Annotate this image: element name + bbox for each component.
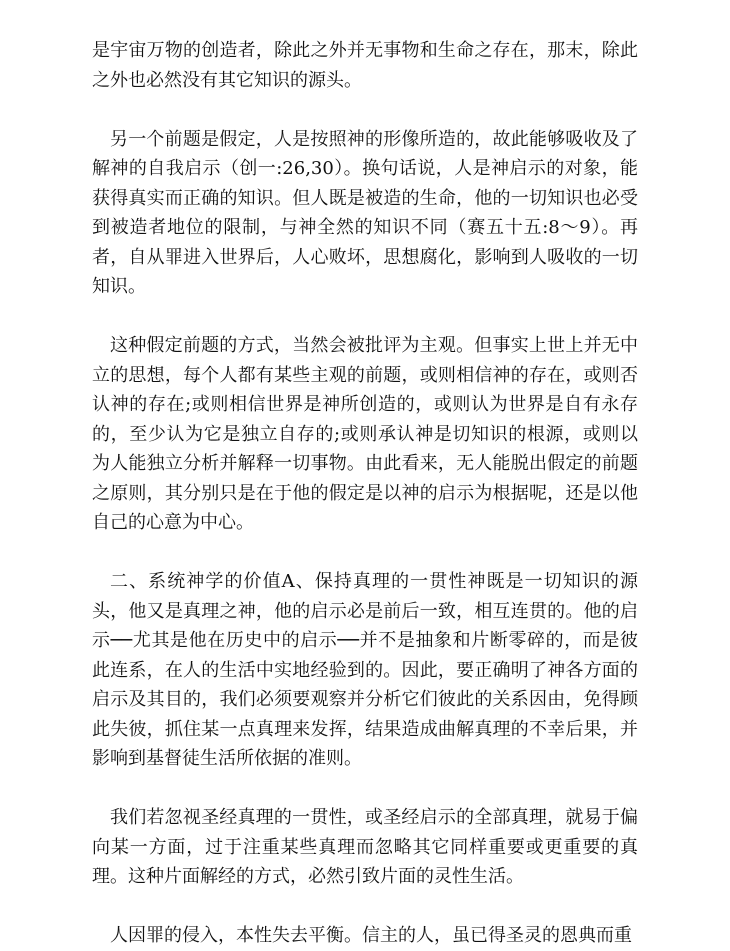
paragraph-consistency: 我们若忽视圣经真理的一贯性，或圣经启示的全部真理，就易于偏向某一方面，过于注重某些真理而忽略其它同样重要或更重要的真理。这种片面解经的方式，必然引致片面的灵性生活。: [92, 807, 638, 887]
paragraph-sin-imbalance: 人因罪的侵入，本性失去平衡。信主的人，虽已得圣灵的恩典而重: [110, 925, 632, 946]
document-page: [92, 36, 638, 951]
paragraph-subjectivity: 这种假定前题的方式，当然会被批评为主观。但事实上世上并无中立的思想，每个人都有某些主观的前题，或则相信神的存在，或则否认神的存在;或则相信世界是神所创造的，或则认为世界是自有永存的，至少认为它是独立自存的;或则承认神是切知识的根源，或则以为人能独立分析并解释一切事物。由此看来，无人能脱出假定的前题之原则，其分别只是在于他的假定是以神的启示为根据呢，还是以他自己的心意为中心。: [92, 335, 638, 533]
paragraph-continuation: 是宇宙万物的创造者，除此之外并无事物和生命之存在，那末，除此之外也必然没有其它知识的源头。: [92, 40, 638, 91]
paragraph-value-of-systematic-theology: 二、系统神学的价值A、保持真理的一贯性神既是一切知识的源头，他又是真理之神，他的启示必是前后一致，相互连贯的。他的启示──尤其是他在历史中的启示──并不是抽象和片断零碎的，而是彼此连系，在人的生活中实地经验到的。因此，要正确明了神各方面的启示及其目的，我们必须要观察并分析它们彼此的关系因由，免得顾此失彼，抓住某一点真理来发挥，结果造成曲解真理的不幸后果，并影响到基督徒生活所依据的准则。: [92, 571, 638, 769]
paragraph-premise: 另一个前题是假定，人是按照神的形像所造的，故此能够吸收及了解神的自我启示（创一:26,30）。换句话说，人是神启示的对象，能获得真实而正确的知识。但人既是被造的生命，他的一切知识也必受到被造者地位的限制，与神全然的知识不同（赛五十五:8～9）。再者，自从罪进入世界后，人心败坏，思想腐化，影响到人吸收的一切知识。: [92, 128, 638, 297]
